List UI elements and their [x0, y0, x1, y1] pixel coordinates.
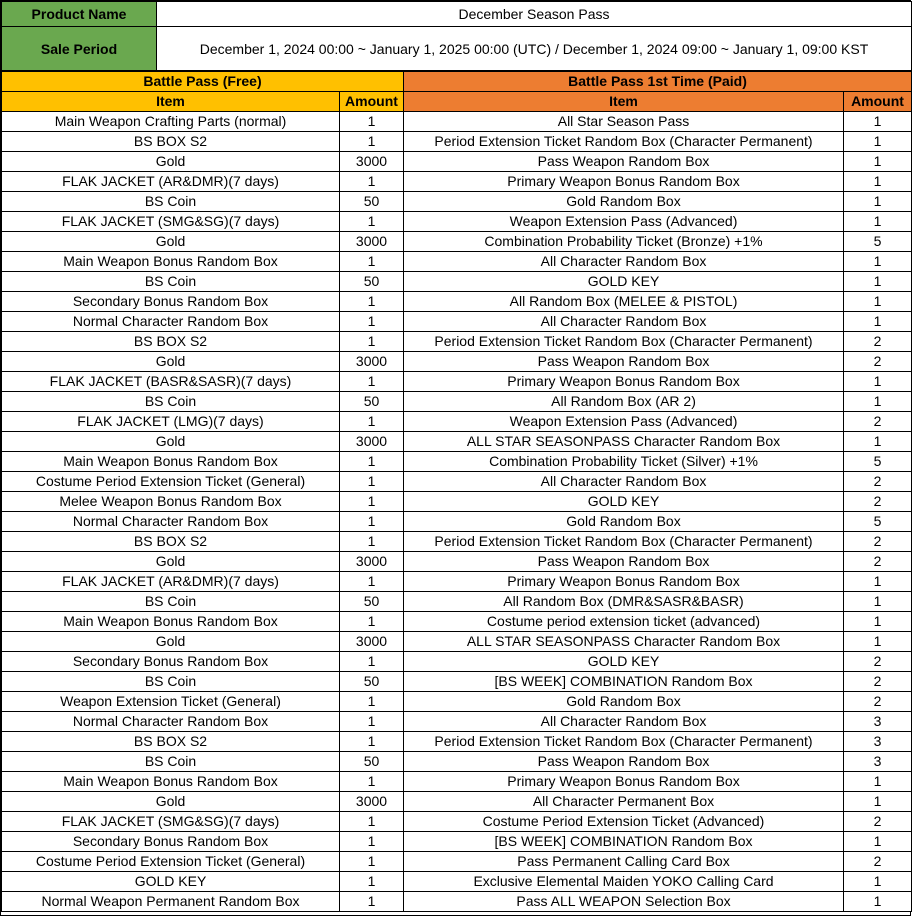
paid-item-cell: All Character Permanent Box — [404, 792, 844, 812]
free-item-cell: Gold — [2, 352, 340, 372]
paid-amount-cell: 2 — [844, 652, 912, 672]
free-item-cell: Gold — [2, 632, 340, 652]
free-item-cell: Main Weapon Crafting Parts (normal) — [2, 112, 340, 132]
table-row — [2, 832, 912, 852]
paid-item-cell: GOLD KEY — [404, 272, 844, 292]
free-item-cell: BS BOX S2 — [2, 532, 340, 552]
free-amount-cell: 50 — [340, 592, 404, 612]
paid-amount-cell: 2 — [844, 472, 912, 492]
free-amount-cell: 1 — [340, 212, 404, 232]
free-amount-cell: 1 — [340, 712, 404, 732]
paid-pass-title: Battle Pass 1st Time (Paid) — [404, 72, 912, 92]
paid-item-cell: Period Extension Ticket Random Box (Character Permanent) — [404, 732, 844, 752]
paid-amount-cell: 1 — [844, 612, 912, 632]
free-amount-cell: 1 — [340, 312, 404, 332]
free-item-cell: Secondary Bonus Random Box — [2, 652, 340, 672]
table-row — [2, 472, 912, 492]
paid-item-cell: All Character Random Box — [404, 252, 844, 272]
paid-amount-cell: 5 — [844, 452, 912, 472]
free-amount-cell: 1 — [340, 832, 404, 852]
free-amount-cell: 3000 — [340, 552, 404, 572]
free-item-cell: GOLD KEY — [2, 872, 340, 892]
free-item-cell: FLAK JACKET (LMG)(7 days) — [2, 412, 340, 432]
table-row — [2, 572, 912, 592]
table-row — [2, 412, 912, 432]
paid-item-cell: Primary Weapon Bonus Random Box — [404, 772, 844, 792]
paid-amount-header: Amount — [844, 92, 912, 112]
table-row — [2, 592, 912, 612]
free-amount-cell: 1 — [340, 732, 404, 752]
paid-amount-cell: 5 — [844, 512, 912, 532]
paid-item-cell: Weapon Extension Pass (Advanced) — [404, 212, 844, 232]
paid-amount-cell: 1 — [844, 132, 912, 152]
free-item-cell: Normal Character Random Box — [2, 512, 340, 532]
paid-item-cell: Primary Weapon Bonus Random Box — [404, 172, 844, 192]
table-row — [2, 152, 912, 172]
product-name-value: December Season Pass — [157, 2, 912, 27]
paid-item-cell: Gold Random Box — [404, 512, 844, 532]
table-row — [2, 692, 912, 712]
paid-amount-cell: 1 — [844, 192, 912, 212]
free-item-cell: Costume Period Extension Ticket (General) — [2, 852, 340, 872]
product-name-row — [2, 2, 912, 27]
free-amount-cell: 3000 — [340, 232, 404, 252]
free-item-cell: Gold — [2, 552, 340, 572]
free-item-cell: BS Coin — [2, 672, 340, 692]
paid-amount-cell: 1 — [844, 252, 912, 272]
paid-item-cell: All Character Random Box — [404, 712, 844, 732]
paid-amount-cell: 3 — [844, 752, 912, 772]
paid-item-cell: Pass Weapon Random Box — [404, 552, 844, 572]
free-item-cell: FLAK JACKET (AR&DMR)(7 days) — [2, 572, 340, 592]
free-item-header: Item — [2, 92, 340, 112]
paid-item-cell: Period Extension Ticket Random Box (Character Permanent) — [404, 532, 844, 552]
free-amount-cell: 1 — [340, 692, 404, 712]
table-row — [2, 112, 912, 132]
table-row — [2, 332, 912, 352]
paid-amount-cell: 1 — [844, 112, 912, 132]
free-amount-cell: 3000 — [340, 792, 404, 812]
free-amount-cell: 1 — [340, 372, 404, 392]
free-item-cell: BS BOX S2 — [2, 132, 340, 152]
paid-item-cell: All Random Box (MELEE & PISTOL) — [404, 292, 844, 312]
free-amount-cell: 1 — [340, 572, 404, 592]
free-amount-cell: 1 — [340, 892, 404, 912]
paid-item-cell: All Random Box (AR 2) — [404, 392, 844, 412]
table-row — [2, 612, 912, 632]
free-item-cell: BS Coin — [2, 392, 340, 412]
table-row — [2, 812, 912, 832]
table-row — [2, 712, 912, 732]
free-amount-cell: 1 — [340, 132, 404, 152]
free-item-cell: BS BOX S2 — [2, 732, 340, 752]
table-row — [2, 532, 912, 552]
free-item-cell: BS Coin — [2, 272, 340, 292]
product-name-label: Product Name — [2, 2, 157, 27]
free-item-cell: BS Coin — [2, 752, 340, 772]
sale-period-value: December 1, 2024 00:00 ~ January 1, 2025 00:00 (UTC) / December 1, 2024 09:00 ~ January 1, 09:00 KST — [157, 27, 912, 71]
table-row — [2, 252, 912, 272]
free-amount-cell: 1 — [340, 852, 404, 872]
free-item-cell: Main Weapon Bonus Random Box — [2, 452, 340, 472]
free-amount-cell: 1 — [340, 812, 404, 832]
free-amount-cell: 1 — [340, 512, 404, 532]
table-row — [2, 192, 912, 212]
paid-amount-cell: 1 — [844, 832, 912, 852]
free-item-cell: Gold — [2, 152, 340, 172]
free-pass-title: Battle Pass (Free) — [2, 72, 404, 92]
table-row — [2, 372, 912, 392]
paid-amount-cell: 1 — [844, 632, 912, 652]
free-amount-cell: 1 — [340, 292, 404, 312]
free-amount-cell: 1 — [340, 532, 404, 552]
paid-amount-cell: 5 — [844, 232, 912, 252]
table-row — [2, 452, 912, 472]
free-amount-cell: 1 — [340, 612, 404, 632]
paid-amount-cell: 1 — [844, 592, 912, 612]
free-item-cell: Main Weapon Bonus Random Box — [2, 612, 340, 632]
paid-item-cell: All Character Random Box — [404, 312, 844, 332]
paid-item-cell: Costume Period Extension Ticket (Advanced) — [404, 812, 844, 832]
paid-item-cell: Combination Probability Ticket (Bronze) +1% — [404, 232, 844, 252]
paid-amount-cell: 2 — [844, 332, 912, 352]
paid-amount-cell: 1 — [844, 392, 912, 412]
paid-item-cell: [BS WEEK] COMBINATION Random Box — [404, 832, 844, 852]
table-row — [2, 852, 912, 872]
paid-item-cell: Pass Weapon Random Box — [404, 352, 844, 372]
table-row — [2, 632, 912, 652]
product-info-table — [1, 1, 912, 71]
free-item-cell: Costume Period Extension Ticket (General) — [2, 472, 340, 492]
paid-amount-cell: 1 — [844, 172, 912, 192]
table-row — [2, 232, 912, 252]
paid-item-cell: All Character Random Box — [404, 472, 844, 492]
free-amount-cell: 1 — [340, 472, 404, 492]
free-amount-cell: 1 — [340, 452, 404, 472]
table-row — [2, 212, 912, 232]
paid-amount-cell: 2 — [844, 852, 912, 872]
paid-item-cell: All Star Season Pass — [404, 112, 844, 132]
free-item-cell: Gold — [2, 432, 340, 452]
table-row — [2, 132, 912, 152]
table-row — [2, 672, 912, 692]
paid-amount-cell: 1 — [844, 292, 912, 312]
paid-item-cell: Costume period extension ticket (advanced) — [404, 612, 844, 632]
free-amount-cell: 1 — [340, 332, 404, 352]
paid-amount-cell: 1 — [844, 792, 912, 812]
free-item-cell: Main Weapon Bonus Random Box — [2, 772, 340, 792]
paid-amount-cell: 2 — [844, 492, 912, 512]
battle-pass-table — [1, 71, 912, 912]
table-row — [2, 772, 912, 792]
paid-amount-cell: 2 — [844, 352, 912, 372]
table-row — [2, 392, 912, 412]
paid-item-cell: ALL STAR SEASONPASS Character Random Box — [404, 432, 844, 452]
paid-item-cell: Gold Random Box — [404, 692, 844, 712]
free-amount-cell: 1 — [340, 872, 404, 892]
free-item-cell: FLAK JACKET (BASR&SASR)(7 days) — [2, 372, 340, 392]
paid-item-header: Item — [404, 92, 844, 112]
free-item-cell: FLAK JACKET (AR&DMR)(7 days) — [2, 172, 340, 192]
free-amount-cell: 3000 — [340, 352, 404, 372]
table-row — [2, 512, 912, 532]
paid-amount-cell: 1 — [844, 372, 912, 392]
paid-amount-cell: 2 — [844, 412, 912, 432]
free-item-cell: Gold — [2, 792, 340, 812]
free-item-cell: Secondary Bonus Random Box — [2, 292, 340, 312]
free-amount-cell: 3000 — [340, 632, 404, 652]
paid-amount-cell: 2 — [844, 552, 912, 572]
free-item-cell: Main Weapon Bonus Random Box — [2, 252, 340, 272]
paid-item-cell: GOLD KEY — [404, 492, 844, 512]
free-amount-cell: 1 — [340, 772, 404, 792]
paid-item-cell: Pass Weapon Random Box — [404, 152, 844, 172]
paid-item-cell: Gold Random Box — [404, 192, 844, 212]
paid-amount-cell: 2 — [844, 812, 912, 832]
free-item-cell: FLAK JACKET (SMG&SG)(7 days) — [2, 212, 340, 232]
paid-amount-cell: 1 — [844, 572, 912, 592]
paid-amount-cell: 1 — [844, 212, 912, 232]
free-item-cell: BS Coin — [2, 192, 340, 212]
free-amount-cell: 1 — [340, 492, 404, 512]
free-item-cell: BS BOX S2 — [2, 332, 340, 352]
paid-item-cell: Pass ALL WEAPON Selection Box — [404, 892, 844, 912]
free-item-cell: FLAK JACKET (SMG&SG)(7 days) — [2, 812, 340, 832]
free-amount-cell: 50 — [340, 392, 404, 412]
table-row — [2, 872, 912, 892]
table-row — [2, 352, 912, 372]
paid-item-cell: Period Extension Ticket Random Box (Character Permanent) — [404, 332, 844, 352]
table-row — [2, 752, 912, 772]
paid-item-cell: Period Extension Ticket Random Box (Character Permanent) — [404, 132, 844, 152]
table-row — [2, 652, 912, 672]
paid-amount-cell: 1 — [844, 892, 912, 912]
table-row — [2, 432, 912, 452]
paid-amount-cell: 1 — [844, 152, 912, 172]
table-row — [2, 892, 912, 912]
paid-item-cell: Pass Weapon Random Box — [404, 752, 844, 772]
free-item-cell: Weapon Extension Ticket (General) — [2, 692, 340, 712]
free-item-cell: Melee Weapon Bonus Random Box — [2, 492, 340, 512]
table-row — [2, 792, 912, 812]
paid-amount-cell: 2 — [844, 692, 912, 712]
table-row — [2, 552, 912, 572]
paid-amount-cell: 1 — [844, 312, 912, 332]
table-row — [2, 172, 912, 192]
table-row — [2, 732, 912, 752]
paid-amount-cell: 2 — [844, 672, 912, 692]
free-amount-cell: 50 — [340, 672, 404, 692]
free-amount-cell: 3000 — [340, 432, 404, 452]
paid-item-cell: [BS WEEK] COMBINATION Random Box — [404, 672, 844, 692]
paid-amount-cell: 1 — [844, 432, 912, 452]
free-amount-cell: 1 — [340, 172, 404, 192]
free-amount-cell: 1 — [340, 652, 404, 672]
free-amount-cell: 1 — [340, 112, 404, 132]
paid-amount-cell: 3 — [844, 732, 912, 752]
paid-amount-cell: 1 — [844, 772, 912, 792]
free-amount-cell: 50 — [340, 192, 404, 212]
free-amount-cell: 50 — [340, 752, 404, 772]
pass-title-row — [2, 72, 912, 92]
sale-period-label: Sale Period — [2, 27, 157, 71]
free-item-cell: Secondary Bonus Random Box — [2, 832, 340, 852]
paid-item-cell: Primary Weapon Bonus Random Box — [404, 572, 844, 592]
column-header-row — [2, 92, 912, 112]
free-item-cell: Normal Character Random Box — [2, 312, 340, 332]
paid-amount-cell: 2 — [844, 532, 912, 552]
paid-amount-cell: 3 — [844, 712, 912, 732]
sale-period-row — [2, 27, 912, 71]
free-amount-cell: 1 — [340, 412, 404, 432]
table-row — [2, 492, 912, 512]
paid-item-cell: Combination Probability Ticket (Silver) +1% — [404, 452, 844, 472]
paid-item-cell: GOLD KEY — [404, 652, 844, 672]
free-amount-cell: 3000 — [340, 152, 404, 172]
paid-item-cell: All Random Box (DMR&SASR&BASR) — [404, 592, 844, 612]
paid-item-cell: ALL STAR SEASONPASS Character Random Box — [404, 632, 844, 652]
free-amount-cell: 1 — [340, 252, 404, 272]
paid-item-cell: Exclusive Elemental Maiden YOKO Calling Card — [404, 872, 844, 892]
free-item-cell: Normal Character Random Box — [2, 712, 340, 732]
free-item-cell: Gold — [2, 232, 340, 252]
table-row — [2, 272, 912, 292]
paid-item-cell: Weapon Extension Pass (Advanced) — [404, 412, 844, 432]
reward-rows — [2, 112, 912, 912]
table-row — [2, 292, 912, 312]
paid-item-cell: Primary Weapon Bonus Random Box — [404, 372, 844, 392]
paid-amount-cell: 1 — [844, 272, 912, 292]
free-amount-cell: 50 — [340, 272, 404, 292]
free-item-cell: BS Coin — [2, 592, 340, 612]
table-row — [2, 312, 912, 332]
free-amount-header: Amount — [340, 92, 404, 112]
paid-amount-cell: 1 — [844, 872, 912, 892]
paid-item-cell: Pass Permanent Calling Card Box — [404, 852, 844, 872]
free-item-cell: Normal Weapon Permanent Random Box — [2, 892, 340, 912]
